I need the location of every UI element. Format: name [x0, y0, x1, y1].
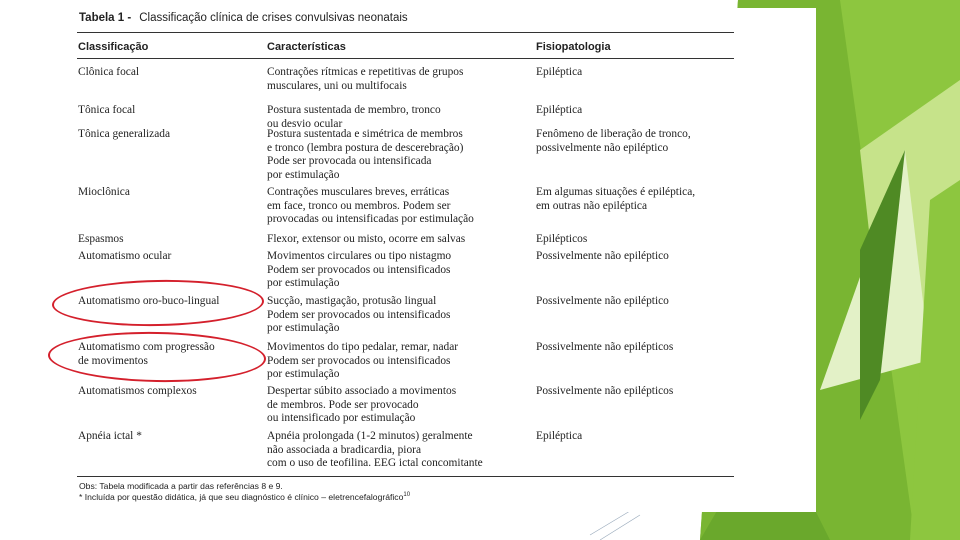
table-title [79, 12, 408, 24]
top-rule [77, 32, 734, 33]
row-1-pathophysiology [536, 66, 582, 80]
footnote-2 [79, 492, 410, 502]
row-10-pathophysiology [536, 430, 582, 444]
cell-line: Contrações rítmicas e repetitivas de grupos [267, 66, 464, 78]
cell-line: Automatismo oro-buco-lingual [78, 295, 220, 307]
cell-line: Apnéia prolongada (1-2 minutos) geralmente [267, 430, 473, 442]
cell-line: em face, tronco ou membros. Podem ser [267, 199, 451, 212]
row-6-classification [78, 250, 171, 264]
table-title-text: Classificação clínica de crises convulsivas neonatais [139, 12, 408, 24]
cell-line: por estimulação [267, 322, 340, 335]
cell-line: Podem ser provocados ou intensificados [267, 308, 451, 321]
cell-line: Possivelmente não epilépticos [536, 385, 674, 397]
bottom-rule [77, 476, 734, 477]
row-8-pathophysiology [536, 341, 673, 355]
cell-line: e tronco (lembra postura de descerebração) [267, 141, 464, 154]
cell-line: de membros. Pode ser provocado [267, 398, 419, 411]
cell-line: Automatismo com progressão [78, 341, 215, 353]
row-2-classification [78, 104, 135, 118]
cell-line: Pode ser provocada ou intensificada [267, 155, 432, 168]
cell-line: Apnéia ictal * [78, 430, 142, 442]
row-3-pathophysiology [536, 128, 691, 155]
cell-line: possivelmente não epiléptico [536, 141, 669, 154]
cell-line: por estimulação [267, 368, 340, 381]
footnote-2-text: * Incluída por questão didática, já que seu diagnóstico é clínico – eletrencefalográfico [79, 492, 404, 502]
row-3-characteristics [267, 128, 463, 182]
row-1-characteristics [267, 66, 463, 93]
cell-line: Clônica focal [78, 66, 140, 78]
row-6-pathophysiology [536, 250, 669, 264]
cell-line: Possivelmente não epiléptico [536, 295, 669, 307]
footnote-1: Obs: Tabela modificada a partir das referências 8 e 9. [79, 481, 283, 491]
cell-line: provocadas ou intensificadas por estimulação [267, 213, 474, 226]
row-7-pathophysiology [536, 295, 669, 309]
cell-line: Podem ser provocados ou intensificados [267, 354, 451, 367]
cell-line: com o uso de teofilina. EEG ictal concomitante [267, 457, 483, 470]
row-5-classification [78, 233, 124, 247]
cell-line: Possivelmente não epilépticos [536, 341, 674, 353]
cell-line: Epiléptica [536, 66, 583, 78]
header-characteristics: Características [267, 41, 346, 53]
cell-line: Movimentos do tipo pedalar, remar, nadar [267, 341, 459, 353]
cell-line: Postura sustentada e simétrica de membros [267, 128, 463, 140]
row-5-characteristics [267, 233, 465, 247]
cell-line: Movimentos circulares ou tipo nistagmo [267, 250, 452, 262]
header-pathophysiology: Fisiopatologia [536, 41, 611, 53]
cell-line: Flexor, extensor ou misto, ocorre em salvas [267, 233, 466, 245]
cell-line: Epiléptica [536, 104, 583, 116]
row-3-classification [78, 128, 170, 142]
cell-line: Sucção, mastigação, protusão lingual [267, 295, 437, 307]
table-label: Tabela 1 - [79, 12, 132, 24]
cell-line: musculares, uni ou multifocais [267, 79, 407, 92]
cell-line: ou intensificado por estimulação [267, 412, 416, 425]
cell-line: por estimulação [267, 277, 340, 290]
cell-line: Postura sustentada de membro, tronco [267, 104, 441, 116]
cell-line: Espasmos [78, 233, 124, 245]
row-9-characteristics [267, 385, 456, 426]
cell-line: Mioclônica [78, 186, 130, 198]
cell-line: de movimentos [78, 354, 148, 367]
cell-line: Podem ser provocados ou intensificados [267, 263, 451, 276]
row-7-characteristics [267, 295, 450, 336]
cell-line: Epiléptica [536, 430, 583, 442]
row-1-classification [78, 66, 139, 80]
row-2-pathophysiology [536, 104, 582, 118]
cell-line: Automatismos complexos [78, 385, 197, 397]
row-4-pathophysiology [536, 186, 695, 213]
row-4-classification [78, 186, 130, 200]
cell-line: Despertar súbito associado a movimentos [267, 385, 457, 397]
cell-line: Em algumas situações é epiléptica, [536, 186, 696, 198]
row-10-classification [78, 430, 142, 444]
cell-line: por estimulação [267, 168, 340, 181]
row-9-classification [78, 385, 197, 399]
row-9-pathophysiology [536, 385, 673, 399]
cell-line: Possivelmente não epiléptico [536, 250, 669, 262]
cell-line: em outras não epiléptica [536, 199, 648, 212]
cell-line: Fenômeno de liberação de tronco, [536, 128, 691, 140]
header-classification: Classificação [78, 41, 149, 53]
cell-line: ou desvio ocular [267, 117, 343, 130]
row-10-characteristics [267, 430, 483, 471]
cell-line: Epilépticos [536, 233, 588, 245]
row-6-characteristics [267, 250, 451, 291]
cell-line: não associada a bradicardia, piora [267, 443, 422, 456]
header-rule [77, 58, 734, 59]
cell-line: Contrações musculares breves, erráticas [267, 186, 450, 198]
cell-line: Tônica generalizada [78, 128, 171, 140]
footnote-ref: 10 [403, 492, 411, 499]
row-8-characteristics [267, 341, 458, 382]
cell-line: Tônica focal [78, 104, 136, 116]
table-document [62, 8, 816, 512]
row-5-pathophysiology [536, 233, 587, 247]
row-4-characteristics [267, 186, 474, 227]
cell-line: Automatismo ocular [78, 250, 172, 262]
